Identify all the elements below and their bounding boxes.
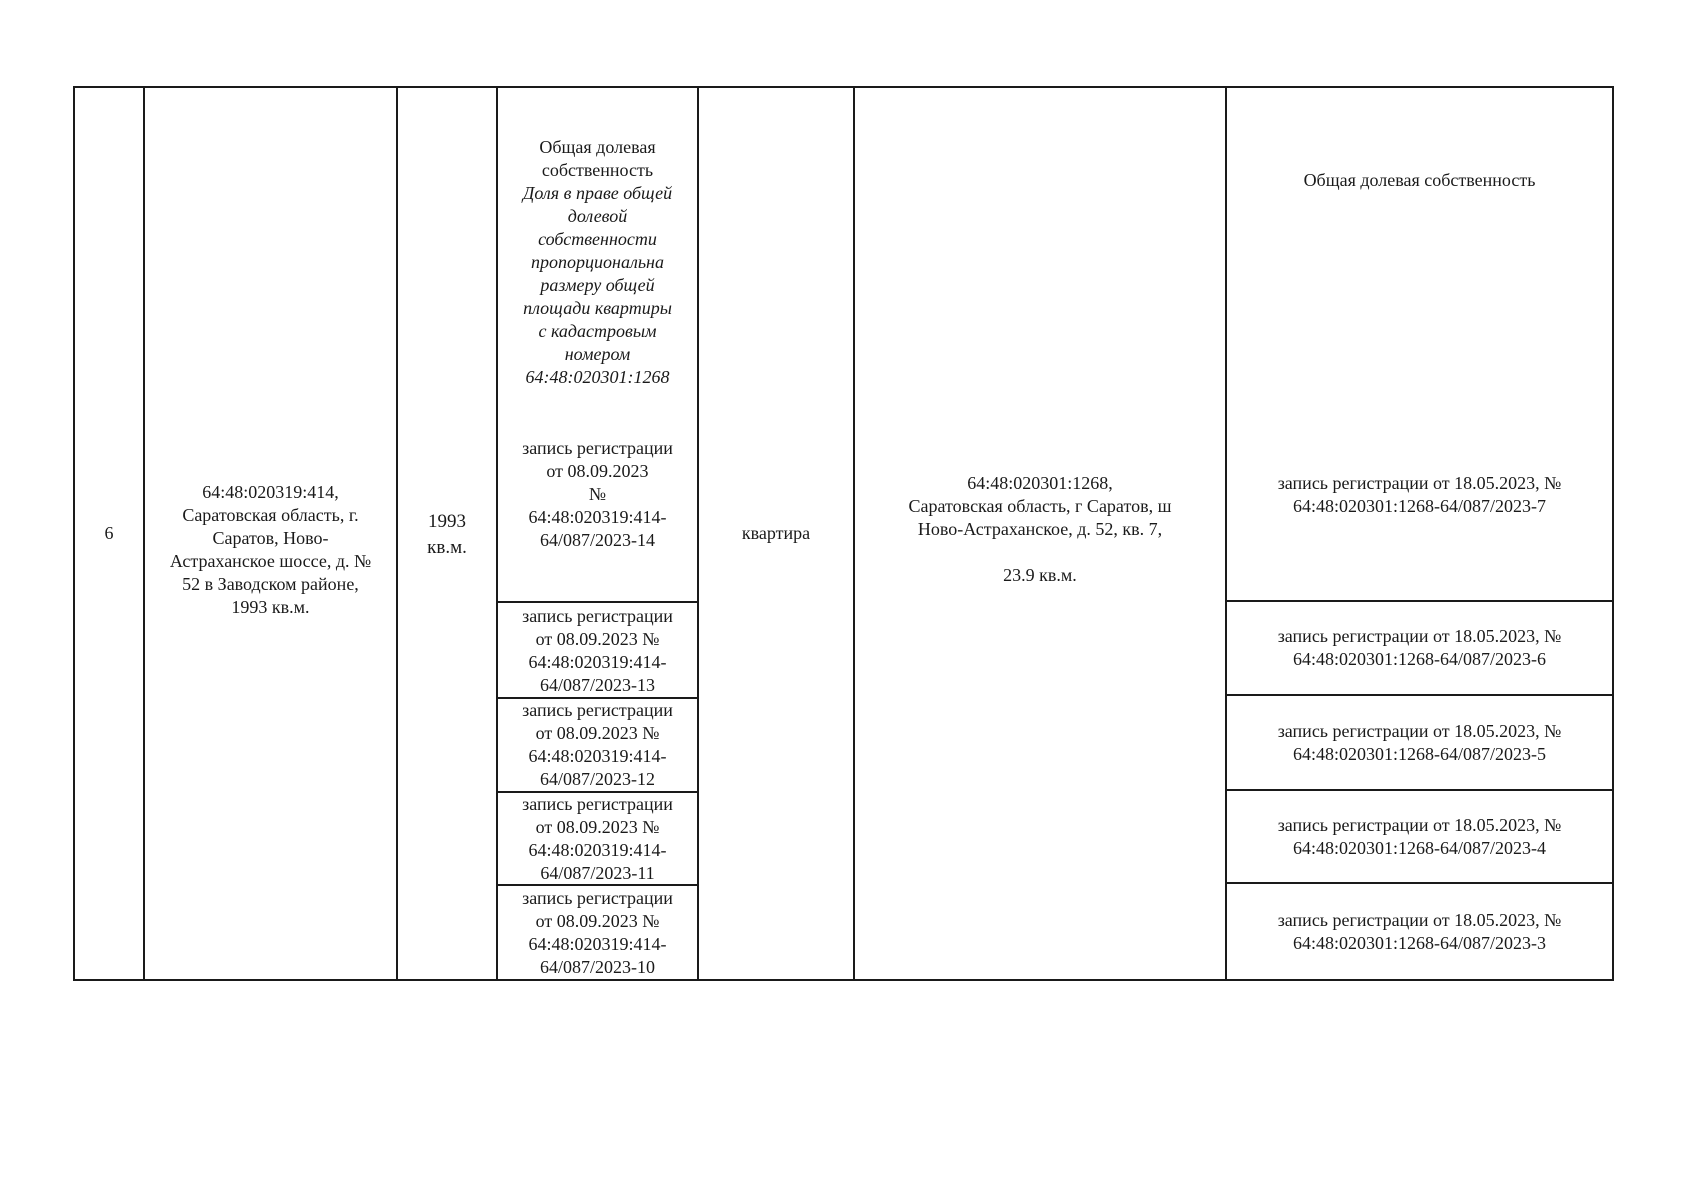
land-object-cell (145, 450, 396, 650)
registration-line: 64:48:020319:414- (528, 507, 667, 527)
object-line: Саратов, Ново- (212, 528, 329, 548)
registration-line: 64:48:020301:1268-64/087/2023-3 (1293, 932, 1546, 953)
land-registration-cell (498, 437, 697, 562)
registration-line: запись регистрации (522, 887, 673, 908)
right-share-line: с кадастровым (538, 321, 657, 341)
table-border-bottom (75, 979, 1613, 981)
premise-line: 23.9 кв.м. (1003, 565, 1077, 585)
area-unit: кв.м. (427, 537, 467, 558)
registration-line: 64/087/2023-10 (540, 956, 655, 977)
premise-line: 64:48:020301:1268, (967, 473, 1113, 493)
row-divider (496, 601, 699, 603)
registration-line: запись регистрации (522, 793, 673, 814)
land-registration-cell (498, 699, 697, 791)
registration-line: запись регистрации от 18.05.2023, № (1277, 473, 1562, 493)
registration-line: от 08.09.2023 № (535, 910, 660, 931)
registration-line: запись регистрации от 18.05.2023, № (1277, 626, 1562, 646)
registration-line: 64/087/2023-14 (540, 530, 655, 550)
land-registration-cell (498, 604, 697, 697)
area-value: 1993 (428, 511, 466, 532)
registration-line: от 08.09.2023 № (535, 628, 660, 649)
registration-line: запись регистрации (522, 438, 673, 458)
premise-type-cell (699, 515, 853, 551)
right-share-line: 64:48:020301:1268 (525, 367, 670, 387)
registration-line: 64:48:020319:414- (528, 651, 667, 672)
premise-cell (855, 472, 1225, 592)
registration-line: 64:48:020301:1268-64/087/2023-4 (1293, 837, 1546, 858)
registration-line: № (588, 484, 607, 504)
registration-line: 64:48:020319:414- (528, 746, 667, 766)
right-type-line: собственность (541, 160, 654, 180)
object-line: 52 в Заводском районе, (182, 574, 359, 594)
object-line: 64:48:020319:414, (202, 482, 339, 502)
registration-line: запись регистрации от 18.05.2023, № (1277, 720, 1562, 741)
right-share-line: пропорциональна (531, 252, 664, 272)
registration-line: от 08.09.2023 № (535, 816, 660, 837)
land-registration-cell (498, 793, 697, 884)
registration-line: 64:48:020301:1268-64/087/2023-5 (1293, 743, 1546, 764)
right-share-line: Доля в праве общей (522, 183, 673, 203)
row-number: 6 (104, 523, 114, 543)
object-line: 1993 кв.м. (231, 597, 310, 617)
premise-registration-cell (1227, 602, 1612, 694)
registration-line: от 08.09.2023 (546, 461, 649, 481)
registration-line: 64:48:020301:1268-64/087/2023-6 (1293, 649, 1546, 669)
registration-line: 64/087/2023-11 (540, 862, 655, 883)
registration-line: 64/087/2023-13 (540, 674, 655, 695)
row-number-cell (75, 88, 143, 979)
right-type-line: Общая долевая (539, 137, 656, 157)
premise-registration-cell (1227, 884, 1612, 979)
premise-registration-cell (1227, 470, 1612, 520)
table-border-top (73, 86, 1613, 88)
premise-registration-cell (1227, 696, 1612, 789)
land-registration-cell (498, 886, 697, 979)
registration-line: запись регистрации от 18.05.2023, № (1277, 814, 1562, 835)
right-share-line: собственности (538, 229, 657, 249)
object-line: Астраханское шоссе, д. № (169, 551, 372, 571)
premise-line: Саратовская область, г Саратов, ш (908, 496, 1172, 516)
registration-line: 64:48:020301:1268-64/087/2023-7 (1293, 496, 1546, 516)
premise-right-type: Общая долевая собственность (1303, 169, 1536, 190)
registration-line: запись регистрации (522, 605, 673, 626)
premise-right-cell (1227, 167, 1612, 193)
registration-line: 64/087/2023-12 (540, 769, 655, 789)
registration-line: запись регистрации от 18.05.2023, № (1277, 909, 1562, 930)
registration-line: от 08.09.2023 № (535, 723, 660, 743)
registration-line: 64:48:020319:414- (528, 933, 667, 954)
registration-line: 64:48:020319:414- (528, 839, 667, 860)
right-share-line: размеру общей (540, 275, 655, 295)
registration-line: запись регистрации (522, 700, 673, 720)
right-share-line: долевой (567, 206, 628, 226)
land-right-cell (498, 136, 697, 394)
premise-type: квартира (741, 522, 811, 543)
premise-registration-cell (1227, 791, 1612, 882)
right-share-line: номером (564, 344, 631, 364)
right-share-line: площади квартиры (523, 298, 672, 318)
column-divider (1612, 86, 1614, 981)
land-area-cell (398, 497, 496, 573)
object-line: Саратовская область, г. (182, 505, 359, 525)
premise-line: Ново-Астраханское, д. 52, кв. 7, (917, 519, 1163, 539)
